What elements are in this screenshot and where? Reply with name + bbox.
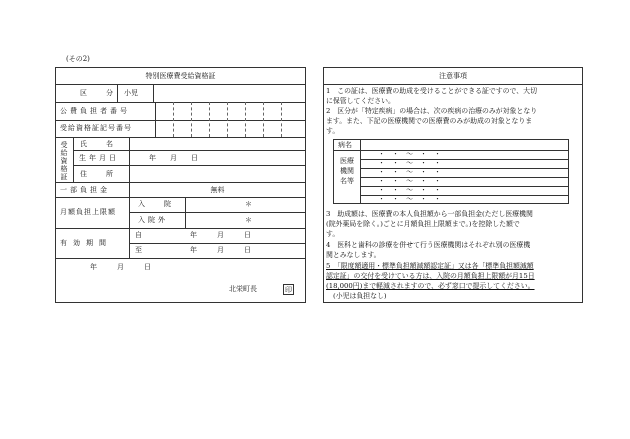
dot-row: ・ ・ 〜 ・ ・ (378, 168, 441, 176)
note-5-line-3: (18,000円)まで軽減されますので、必ず窓口で提示してください。 (326, 282, 535, 290)
side-label: 受給資格証 (60, 141, 68, 181)
dot-row: ・ ・ 〜 ・ ・ (378, 195, 441, 203)
note-2-line-1: 2 区分が「特定疾病」の場合は、次の疾病の治療のみが対象となり (326, 107, 538, 115)
nyuin-label: 入 院 (138, 200, 177, 208)
from-date: 年 月 日 (190, 231, 253, 239)
dot-row: ・ ・ 〜 ・ ・ (378, 150, 441, 158)
period-label: 有効期間 (60, 239, 112, 247)
digit-box (263, 102, 264, 137)
gairai-label: 入院外 (138, 216, 168, 224)
dob-value: 年 月 日 (149, 154, 198, 162)
to-label: 至 (135, 246, 142, 254)
official-seal: 印 (285, 286, 292, 294)
dot-row: ・ ・ 〜 ・ ・ (378, 186, 441, 194)
from-label: 自 (135, 231, 142, 239)
dot-row: ・ ・ 〜 ・ ・ (378, 159, 441, 167)
col-line (117, 84, 118, 102)
col-line (153, 84, 154, 102)
note-5-line-2: 認定証」の交付を受けている方は、入院の月額負担上限額が月15日 (326, 272, 535, 280)
row-line (73, 150, 306, 151)
issue-date: 年 月 日 (90, 263, 153, 271)
note-3-line-3: す。 (326, 230, 340, 238)
limit-label: 月額負担上限額 (60, 208, 116, 216)
to-date: 年 月 日 (190, 246, 253, 254)
jukyu-label: 受給資格証記号番号 (60, 124, 132, 132)
iryokikan-label: 医療機関名等 (340, 157, 354, 185)
digit-box (173, 102, 174, 137)
note-1-line-1: 1 この証は、医療費の助成を受けることができる証ですので、大切 (326, 87, 537, 95)
col-line (73, 137, 74, 182)
digit-box (227, 102, 228, 137)
row-line (129, 212, 306, 213)
row-line (55, 84, 306, 85)
address-label: 住 所 (80, 170, 119, 178)
note-4-line-1: 4 医科と歯科の診療を併せて行う医療機関はそれぞれ別の医療機 (326, 241, 531, 249)
row-line (55, 102, 306, 103)
row-line (55, 197, 306, 198)
dob-label: 生年月日 (79, 154, 119, 162)
kubun-label: 区 分 (80, 89, 119, 97)
dot-row: ・ ・ 〜 ・ ・ (378, 177, 441, 185)
row-line (55, 258, 306, 259)
ichibu-label: 一部負担金 (60, 186, 110, 194)
row-line (333, 150, 569, 151)
kubun-value: 小児 (124, 89, 138, 97)
digit-box (191, 102, 192, 137)
nyuin-value: ＊ (245, 200, 252, 208)
note-5-line-1: 5 「限度額適用・標準負担額減額認定証」又は各「標準負担額減額 (326, 262, 534, 270)
notes-title: 注意事項 (439, 72, 467, 80)
note-2-line-3: す。 (326, 127, 340, 135)
issuer-name: 北栄町長 (229, 285, 257, 293)
page-label: (その2) (66, 55, 90, 63)
kohi-label: 公費負担者番号 (60, 107, 130, 115)
row-line (55, 120, 306, 121)
gairai-value: ＊ (245, 216, 252, 224)
note-2-line-2: ます。また、下記の医療機関での医療費のみが助成の対象となりま (326, 117, 533, 125)
col-line (129, 137, 130, 182)
digit-box (245, 102, 246, 137)
row-line (55, 137, 306, 138)
row-line (55, 182, 306, 183)
byomei-label: 病名 (338, 141, 352, 149)
row-line (129, 243, 306, 244)
digit-box (209, 102, 210, 137)
note-5-line-4: (小児は負担なし) (333, 292, 387, 300)
note-4-line-2: 関とみなします。 (326, 251, 381, 259)
certificate-title: 特別医療費受給資格証 (145, 72, 216, 80)
row-line (73, 165, 306, 166)
row-line (55, 228, 306, 229)
note-1-line-2: に保管してください。 (326, 97, 395, 105)
notes-divider (323, 84, 583, 85)
name-label: 氏 名 (80, 140, 119, 148)
note-3-line-2: (院外薬局を除く。)ごとに月額負担上限額まで。)を控除した額で (326, 220, 520, 228)
digit-box (281, 102, 282, 137)
ichibu-value: 無料 (210, 186, 225, 194)
col-line (155, 102, 156, 137)
note-3-line-1: 3 助成額は、医療費の本人負担額から一部負担金(ただし医療機関 (326, 210, 533, 218)
col-line (185, 197, 186, 228)
